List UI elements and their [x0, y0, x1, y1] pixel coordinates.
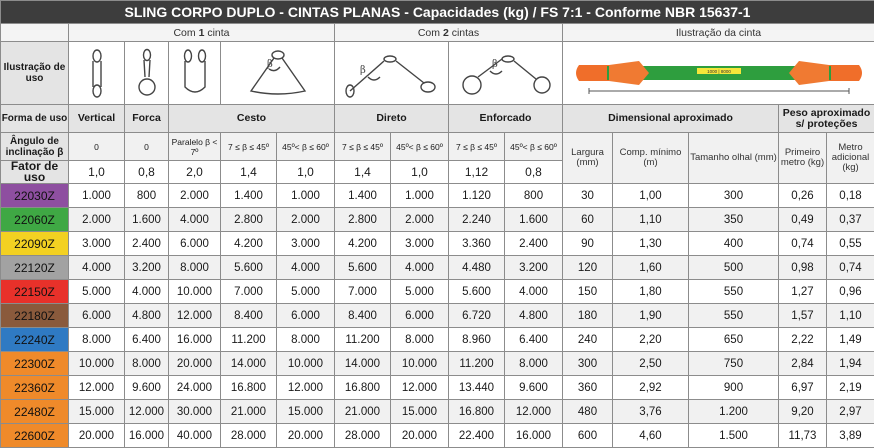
- table-cell: 1,30: [613, 232, 689, 256]
- table-cell: 2,20: [613, 328, 689, 352]
- table-cell: 90: [563, 232, 613, 256]
- table-cell: 3.000: [391, 232, 449, 256]
- table-row: [1, 328, 874, 352]
- table-cell: 16.000: [505, 424, 563, 448]
- product-code: 22030Z: [1, 184, 69, 208]
- table-cell: 650: [689, 328, 779, 352]
- table-cell: 2.000: [169, 184, 221, 208]
- table-cell: 28.000: [335, 424, 391, 448]
- factor-cell: 0,8: [125, 161, 169, 184]
- table-cell: 1,10: [827, 304, 874, 328]
- table-cell: 6.000: [277, 304, 335, 328]
- table-row: [1, 352, 874, 376]
- table-cell: 13.440: [449, 376, 505, 400]
- angle-cell: 0: [125, 133, 169, 161]
- table-cell: 180: [563, 304, 613, 328]
- product-code: 22240Z: [1, 328, 69, 352]
- table-cell: 22.400: [449, 424, 505, 448]
- row-label-forma: Forma de uso: [1, 105, 69, 133]
- table-cell: 10.000: [169, 280, 221, 304]
- table-cell: 3,89: [827, 424, 874, 448]
- table-cell: 1.000: [69, 184, 125, 208]
- table-cell: 20.000: [69, 424, 125, 448]
- table-cell: 5.000: [277, 280, 335, 304]
- table-cell: 0,49: [779, 208, 827, 232]
- table-cell: 1.500: [689, 424, 779, 448]
- svg-text:β: β: [360, 65, 366, 76]
- table-cell: 4.800: [505, 304, 563, 328]
- table-row: [1, 424, 874, 448]
- basket-angle-illustration: [221, 42, 335, 105]
- table-cell: 4.000: [169, 208, 221, 232]
- table-row: [1, 304, 874, 328]
- table-cell: 5.000: [391, 280, 449, 304]
- table-cell: 1.600: [505, 208, 563, 232]
- factor-cell: 0,8: [505, 161, 563, 184]
- table-cell: 2.000: [69, 208, 125, 232]
- table-cell: 11.200: [221, 328, 277, 352]
- table-cell: 8.000: [391, 328, 449, 352]
- table-cell: 1,10: [613, 208, 689, 232]
- sling-illustration: [563, 42, 874, 105]
- product-code: 22060Z: [1, 208, 69, 232]
- table-cell: 1.600: [125, 208, 169, 232]
- table-cell: 1,49: [827, 328, 874, 352]
- dim-col-largura: Largura (mm): [563, 133, 613, 184]
- table-cell: 4.000: [69, 256, 125, 280]
- product-code: 22120Z: [1, 256, 69, 280]
- table-cell: 8.000: [125, 352, 169, 376]
- table-cell: 15.000: [277, 400, 335, 424]
- table-cell: 0,37: [827, 208, 874, 232]
- section-illustration: Ilustração da cinta: [563, 24, 874, 42]
- data-rows: [1, 184, 874, 448]
- table-cell: 4.200: [221, 232, 277, 256]
- table-cell: 1,94: [827, 352, 874, 376]
- table-cell: 400: [689, 232, 779, 256]
- svg-text:β: β: [492, 59, 498, 70]
- table-cell: 28.000: [221, 424, 277, 448]
- table-cell: 2.400: [125, 232, 169, 256]
- table-cell: 24.000: [169, 376, 221, 400]
- table-cell: 0,74: [827, 256, 874, 280]
- table-cell: 3.000: [277, 232, 335, 256]
- row-label-fator: Fator de uso: [1, 161, 69, 184]
- table-cell: 12.000: [277, 376, 335, 400]
- table-cell: 1,57: [779, 304, 827, 328]
- table-cell: 6.000: [169, 232, 221, 256]
- table-cell: 6.720: [449, 304, 505, 328]
- table-cell: 16.000: [125, 424, 169, 448]
- table-cell: 15.000: [391, 400, 449, 424]
- table-cell: 5.000: [69, 280, 125, 304]
- table-cell: 0,96: [827, 280, 874, 304]
- table-cell: 10.000: [69, 352, 125, 376]
- table-cell: 20.000: [391, 424, 449, 448]
- table-cell: 360: [563, 376, 613, 400]
- table-cell: 2,50: [613, 352, 689, 376]
- table-cell: 16.800: [335, 376, 391, 400]
- form-cesto: Cesto: [169, 105, 335, 133]
- table-cell: 240: [563, 328, 613, 352]
- table-cell: 1.000: [391, 184, 449, 208]
- form-forca: Forca: [125, 105, 169, 133]
- table-cell: 16.800: [221, 376, 277, 400]
- factor-cell: 1,0: [391, 161, 449, 184]
- form-vertical: Vertical: [69, 105, 125, 133]
- table-cell: 0,55: [827, 232, 874, 256]
- product-code: 22300Z: [1, 352, 69, 376]
- table-cell: 8.960: [449, 328, 505, 352]
- angle-cell: 7 ≤ β ≤ 45º: [221, 133, 277, 161]
- table-cell: 15.000: [69, 400, 125, 424]
- table-cell: 5.600: [449, 280, 505, 304]
- table-cell: 20.000: [169, 352, 221, 376]
- product-code: 22360Z: [1, 376, 69, 400]
- table-cell: 0,18: [827, 184, 874, 208]
- table-cell: 30.000: [169, 400, 221, 424]
- table-cell: 2,22: [779, 328, 827, 352]
- table-cell: 1,60: [613, 256, 689, 280]
- table-cell: 14.000: [221, 352, 277, 376]
- table-cell: 9,20: [779, 400, 827, 424]
- table-title: SLING CORPO DUPLO - CINTAS PLANAS - Capacidades (kg) / FS 7:1 - Conforme NBR 15637-1: [1, 1, 874, 24]
- angle-cell: 0: [69, 133, 125, 161]
- table-cell: 750: [689, 352, 779, 376]
- table-cell: 1,80: [613, 280, 689, 304]
- table-row: [1, 256, 874, 280]
- table-cell: 550: [689, 304, 779, 328]
- table-cell: 1,90: [613, 304, 689, 328]
- factor-cell: 1,0: [69, 161, 125, 184]
- table-cell: 2,92: [613, 376, 689, 400]
- table-cell: 9.600: [505, 376, 563, 400]
- factor-cell: 2,0: [169, 161, 221, 184]
- angle-cell: Paralelo β < 7º: [169, 133, 221, 161]
- weight-header: Peso aproximado s/ proteções: [779, 105, 874, 133]
- product-code: 22180Z: [1, 304, 69, 328]
- table-cell: 20.000: [277, 424, 335, 448]
- table-cell: 5.600: [335, 256, 391, 280]
- factor-cell: 1,0: [277, 161, 335, 184]
- table-cell: 350: [689, 208, 779, 232]
- product-code: 22150Z: [1, 280, 69, 304]
- table-cell: 2.800: [335, 208, 391, 232]
- table-cell: 4.000: [505, 280, 563, 304]
- table-row: [1, 280, 874, 304]
- form-enforcado: Enforcado: [449, 105, 563, 133]
- table-cell: 2,97: [827, 400, 874, 424]
- table-cell: 4.000: [391, 256, 449, 280]
- table-cell: 10.000: [277, 352, 335, 376]
- dimensional-header: Dimensional aproximado: [563, 105, 779, 133]
- dim-col-comp: Comp. mínimo (m): [613, 133, 689, 184]
- table-row: [1, 232, 874, 256]
- table-cell: 600: [563, 424, 613, 448]
- table-cell: 3.200: [125, 256, 169, 280]
- table-cell: 2.400: [505, 232, 563, 256]
- table-cell: 10.000: [391, 352, 449, 376]
- table-cell: 2,84: [779, 352, 827, 376]
- table-cell: 800: [125, 184, 169, 208]
- table-cell: 12.000: [169, 304, 221, 328]
- product-code: 22600Z: [1, 424, 69, 448]
- table-cell: 12.000: [391, 376, 449, 400]
- corner-cell: [1, 24, 69, 42]
- table-cell: 1.400: [335, 184, 391, 208]
- table-cell: 4,60: [613, 424, 689, 448]
- table-cell: 30: [563, 184, 613, 208]
- factor-cell: 1,4: [221, 161, 277, 184]
- table-cell: 16.800: [449, 400, 505, 424]
- table-cell: 1,00: [613, 184, 689, 208]
- table-cell: 120: [563, 256, 613, 280]
- sling-label-text: 1000 | 8000: [707, 69, 731, 74]
- table-cell: 0,98: [779, 256, 827, 280]
- table-cell: 2.000: [277, 208, 335, 232]
- choker-illustration: [125, 42, 169, 105]
- table-cell: 1.000: [277, 184, 335, 208]
- table-cell: 21.000: [335, 400, 391, 424]
- table-cell: 4.000: [125, 280, 169, 304]
- table-cell: 60: [563, 208, 613, 232]
- table-cell: 8.000: [277, 328, 335, 352]
- weight-col-adicional: Metro adicional (kg): [827, 133, 874, 184]
- svg-text:β: β: [267, 59, 273, 70]
- table-cell: 8.000: [69, 328, 125, 352]
- table-cell: 1,27: [779, 280, 827, 304]
- product-code: 22480Z: [1, 400, 69, 424]
- table-cell: 9.600: [125, 376, 169, 400]
- table-cell: 1.120: [449, 184, 505, 208]
- table-cell: 4.000: [277, 256, 335, 280]
- table-cell: 0,74: [779, 232, 827, 256]
- table-cell: 2,19: [827, 376, 874, 400]
- table-cell: 6.400: [505, 328, 563, 352]
- table-cell: 1.400: [221, 184, 277, 208]
- table-cell: 11,73: [779, 424, 827, 448]
- table-cell: 3.360: [449, 232, 505, 256]
- table-cell: 6.000: [69, 304, 125, 328]
- table-cell: 12.000: [505, 400, 563, 424]
- product-code: 22090Z: [1, 232, 69, 256]
- angle-cell: 7 ≤ β ≤ 45º: [449, 133, 505, 161]
- table-cell: 800: [505, 184, 563, 208]
- vertical-illustration: [69, 42, 125, 105]
- factor-cell: 1,4: [335, 161, 391, 184]
- table-cell: 2.240: [449, 208, 505, 232]
- table-cell: 6.000: [391, 304, 449, 328]
- table-cell: 300: [689, 184, 779, 208]
- table-row: [1, 376, 874, 400]
- table-cell: 4.800: [125, 304, 169, 328]
- factor-cell: 1,12: [449, 161, 505, 184]
- table-cell: 6.400: [125, 328, 169, 352]
- table-cell: 4.480: [449, 256, 505, 280]
- table-row: [1, 400, 874, 424]
- form-direto: Direto: [335, 105, 449, 133]
- table-cell: 5.600: [221, 256, 277, 280]
- row-label-ilustracao: Ilustração de uso: [1, 42, 69, 105]
- angle-cell: 45º< β ≤ 60º: [277, 133, 335, 161]
- angle-cell: 45º< β ≤ 60º: [505, 133, 563, 161]
- table-cell: 3.000: [69, 232, 125, 256]
- table-cell: 900: [689, 376, 779, 400]
- table-cell: 14.000: [335, 352, 391, 376]
- section-one-sling: Com 1 cinta: [69, 24, 335, 42]
- table-cell: 300: [563, 352, 613, 376]
- table-cell: 16.000: [169, 328, 221, 352]
- table-cell: 150: [563, 280, 613, 304]
- table-row: [1, 184, 874, 208]
- table-cell: 0,26: [779, 184, 827, 208]
- table-cell: 12.000: [125, 400, 169, 424]
- table-cell: 4.200: [335, 232, 391, 256]
- dim-col-olhal: Tamanho olhal (mm): [689, 133, 779, 184]
- row-label-angulo: Ângulo de inclinação β: [1, 133, 69, 161]
- table-cell: 40.000: [169, 424, 221, 448]
- table-cell: 8.000: [505, 352, 563, 376]
- choked-illustration: [449, 42, 563, 105]
- table-cell: 1.200: [689, 400, 779, 424]
- table-cell: 11.200: [335, 328, 391, 352]
- table-cell: 480: [563, 400, 613, 424]
- table-cell: 21.000: [221, 400, 277, 424]
- basket-parallel-illustration: [169, 42, 221, 105]
- direct-illustration: [335, 42, 449, 105]
- table-cell: 6,97: [779, 376, 827, 400]
- table-cell: 2.000: [391, 208, 449, 232]
- table-cell: 11.200: [449, 352, 505, 376]
- table-cell: 12.000: [69, 376, 125, 400]
- table-cell: 8.400: [221, 304, 277, 328]
- angle-cell: 7 ≤ β ≤ 45º: [335, 133, 391, 161]
- table-cell: 8.400: [335, 304, 391, 328]
- table-cell: 7.000: [221, 280, 277, 304]
- section-two-slings: Com 2 cintas: [335, 24, 563, 42]
- table-row: [1, 208, 874, 232]
- angle-cell: 45º< β ≤ 60º: [391, 133, 449, 161]
- table-cell: 2.800: [221, 208, 277, 232]
- table-cell: 500: [689, 256, 779, 280]
- table-cell: 8.000: [169, 256, 221, 280]
- table-cell: 3.200: [505, 256, 563, 280]
- table-cell: 3,76: [613, 400, 689, 424]
- table-cell: 7.000: [335, 280, 391, 304]
- table-cell: 550: [689, 280, 779, 304]
- weight-col-primeiro: Primeiro metro (kg): [779, 133, 827, 184]
